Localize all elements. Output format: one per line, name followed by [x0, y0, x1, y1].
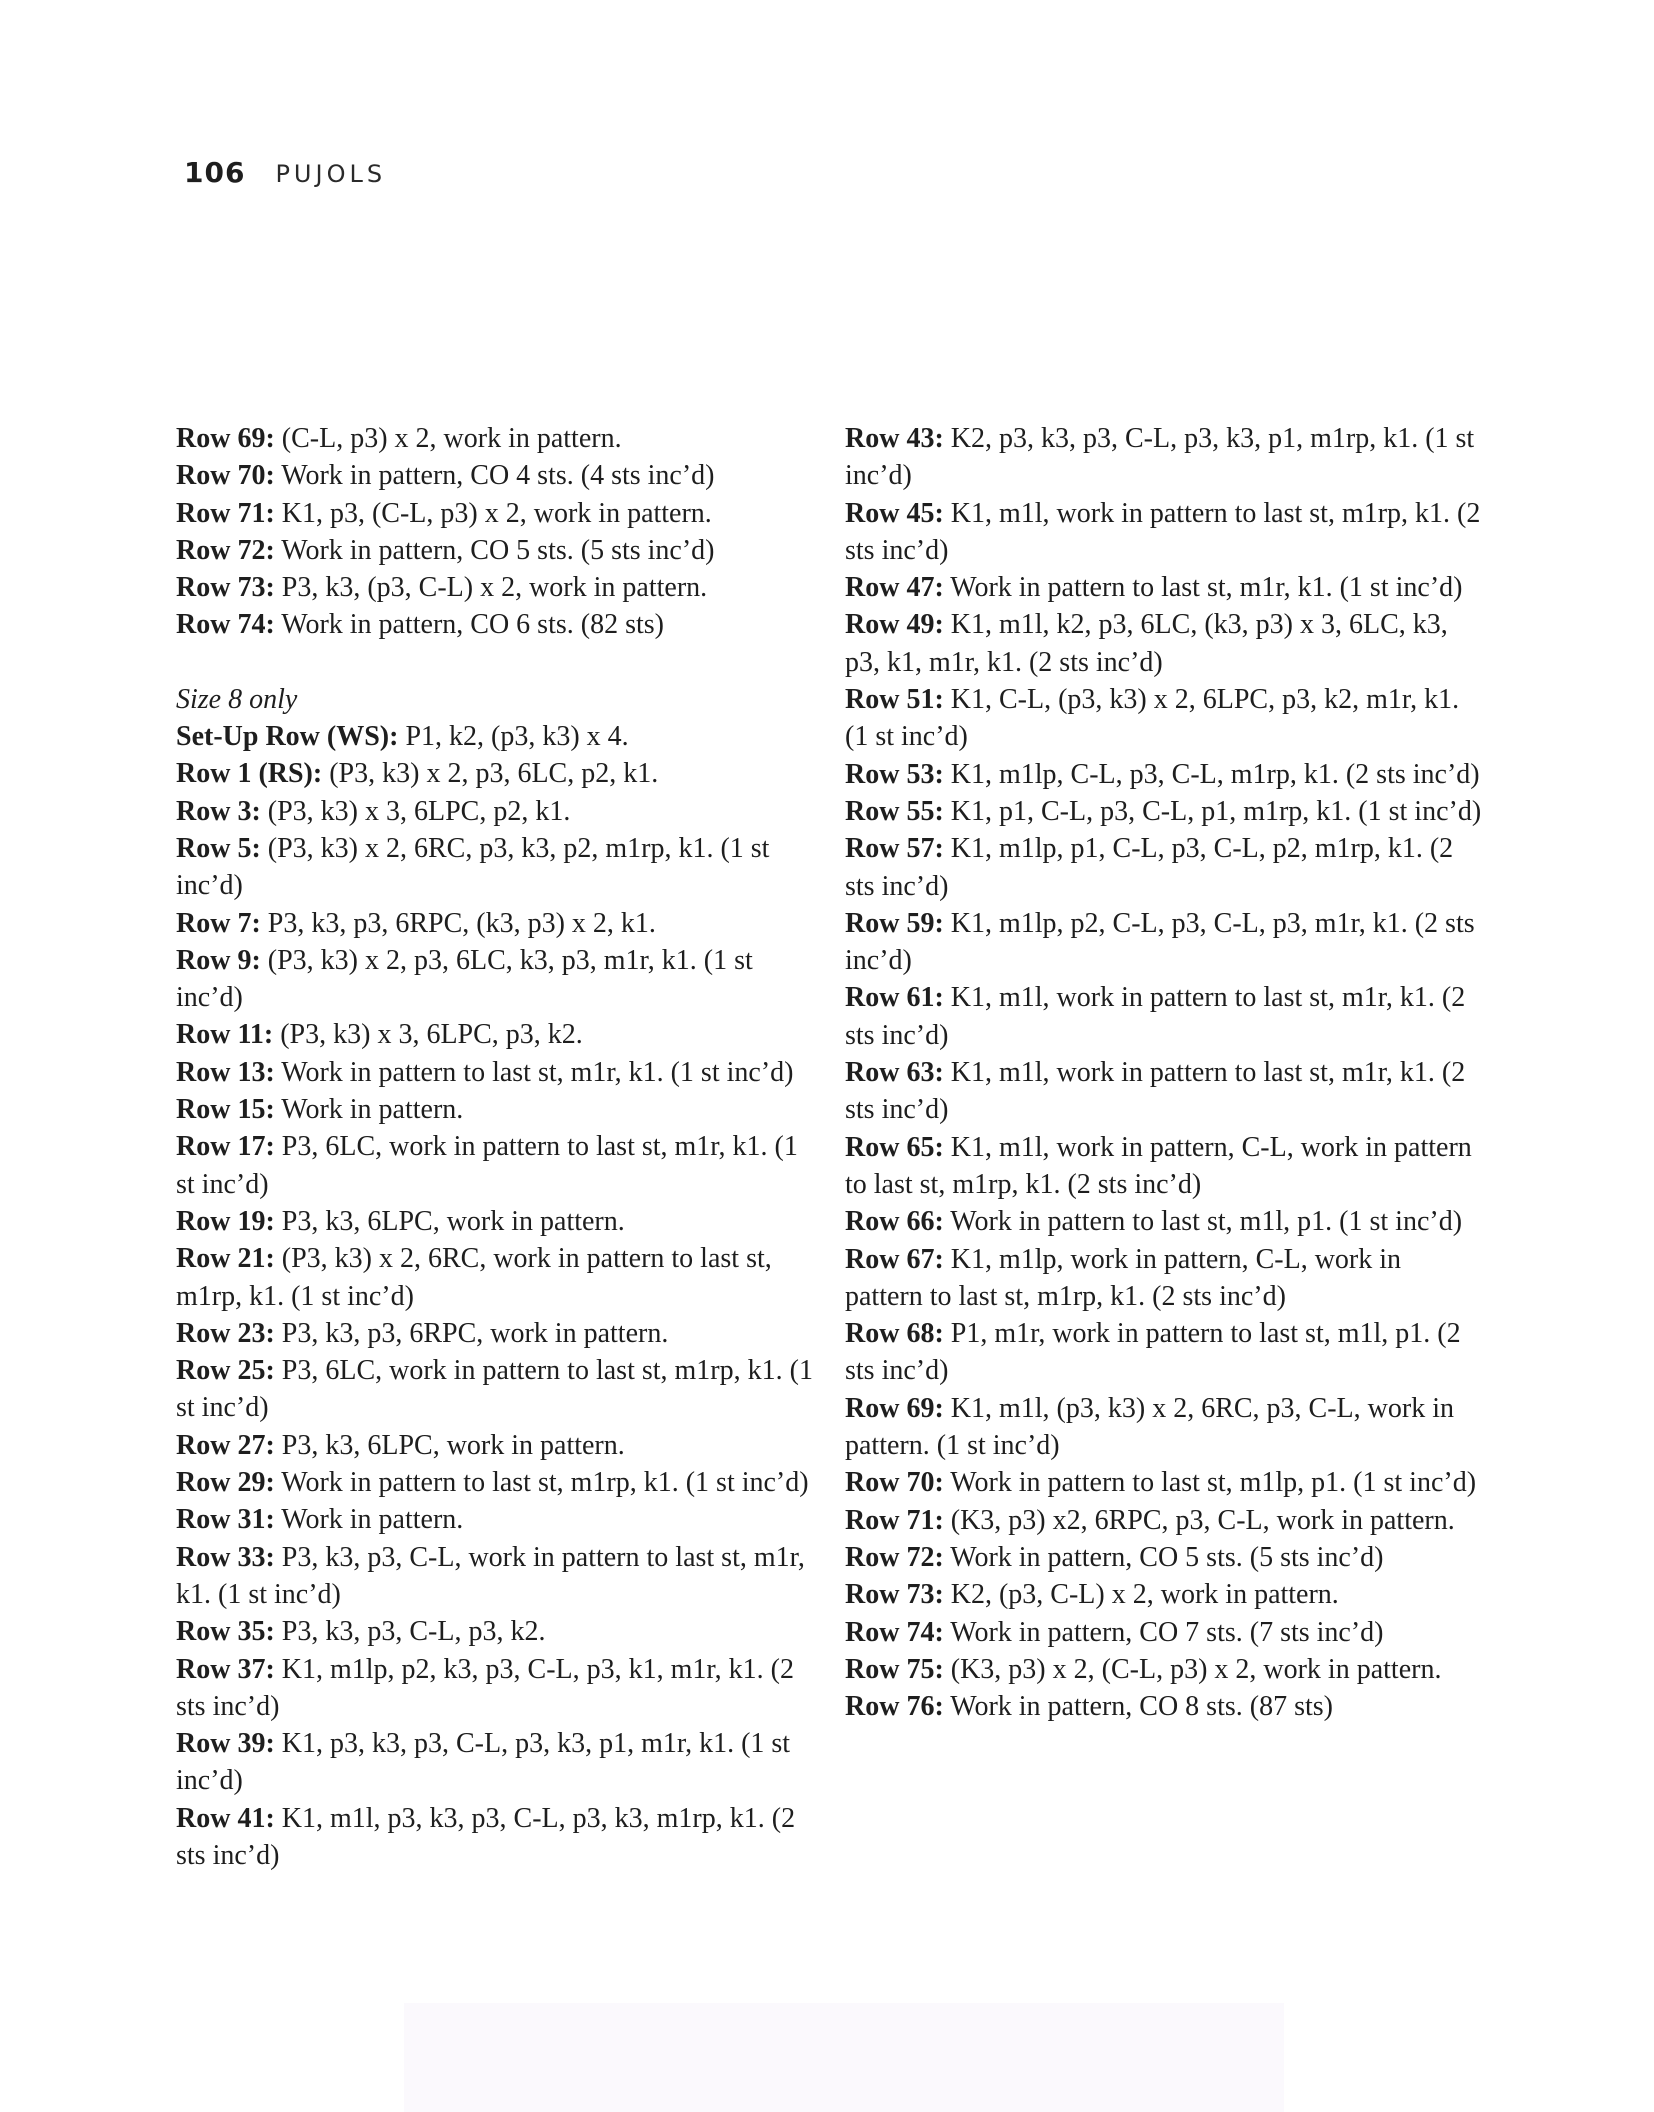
row-text: P3, k3, p3, 6RPC, (k3, p3) x 2, k1. — [260, 907, 656, 939]
row-label: Row 61: — [845, 982, 944, 1014]
instruction-row — [176, 532, 816, 569]
instruction-row — [845, 1688, 1485, 1725]
instruction-row — [845, 1315, 1485, 1390]
row-label: Row 63: — [845, 1057, 944, 1089]
instruction-row — [845, 830, 1485, 905]
row-label: Row 74: — [845, 1616, 944, 1648]
row-label: Row 70: — [845, 1467, 944, 1499]
row-text: K1, m1lp, p2, k3, p3, C-L, p3, k1, m1r, k1. (2 sts inc’d) — [176, 1653, 794, 1722]
instruction-row — [845, 1576, 1485, 1613]
instruction-row — [845, 681, 1485, 756]
instruction-row — [845, 1129, 1485, 1204]
instruction-row — [845, 979, 1485, 1054]
row-label: Row 59: — [845, 907, 944, 939]
row-text: Work in pattern to last st, m1l, p1. (1 st inc’d) — [943, 1206, 1463, 1238]
row-text: Work in pattern to last st, m1r, k1. (1 st inc’d) — [943, 572, 1463, 604]
instruction-row — [845, 569, 1485, 606]
instruction-row — [176, 718, 816, 755]
instruction-row — [845, 1502, 1485, 1539]
row-label: Row 73: — [845, 1579, 944, 1611]
row-label: Row 74: — [176, 609, 275, 641]
row-label: Row 23: — [176, 1317, 275, 1349]
row-text: (C-L, p3) x 2, work in pattern. — [274, 423, 622, 454]
row-text: Work in pattern. — [274, 1504, 464, 1536]
instruction-row — [845, 420, 1485, 495]
row-text: (P3, k3) x 2, 6RC, p3, k3, p2, m1rp, k1. (1 st inc’d) — [176, 832, 770, 902]
row-label: Row 57: — [845, 833, 944, 865]
row-label: Row 69: — [176, 423, 275, 454]
left-block-1 — [176, 420, 816, 644]
instruction-row — [176, 1203, 816, 1240]
instruction-row — [845, 1651, 1485, 1688]
row-text: P3, k3, 6LPC, work in pattern. — [274, 1205, 625, 1237]
row-label: Row 17: — [176, 1131, 275, 1163]
row-label: Row 15: — [176, 1094, 275, 1126]
row-label: Row 25: — [176, 1355, 275, 1387]
instruction-row — [845, 1241, 1485, 1316]
instruction-row — [176, 1427, 816, 1464]
instruction-row — [176, 830, 816, 905]
instruction-row — [176, 420, 816, 457]
instruction-row — [176, 1613, 816, 1650]
row-label: Row 29: — [176, 1467, 275, 1499]
row-label: Row 9: — [176, 944, 261, 976]
instruction-row — [176, 1128, 816, 1203]
row-label: Row 75: — [845, 1653, 944, 1685]
instruction-row — [176, 942, 816, 1017]
row-label: Row 35: — [176, 1616, 275, 1648]
row-text: (P3, k3) x 2, 6RC, work in pattern to last st, m1rp, k1. (1 st inc’d) — [176, 1243, 772, 1312]
footer-band — [404, 2003, 1284, 2112]
row-text: P3, k3, (p3, C-L) x 2, work in pattern. — [274, 572, 708, 604]
row-text: K1, m1l, p3, k3, p3, C-L, p3, k3, m1rp, k1. (2 sts inc’d) — [176, 1802, 796, 1871]
row-label: Row 43: — [845, 423, 944, 454]
instruction-row — [176, 1315, 816, 1352]
instruction-row — [176, 495, 816, 532]
right-column — [845, 420, 1485, 1725]
row-label: Row 39: — [176, 1728, 275, 1760]
row-text: Work in pattern, CO 5 sts. (5 sts inc’d) — [274, 534, 715, 566]
instruction-row — [176, 1091, 816, 1128]
instruction-row — [176, 569, 816, 606]
row-label: Row 76: — [845, 1691, 944, 1723]
instruction-row — [845, 606, 1485, 681]
row-text: (P3, k3) x 2, p3, 6LC, k3, p3, m1r, k1. (1 st inc’d) — [176, 944, 753, 1014]
row-text: K1, m1l, (p3, k3) x 2, 6RC, p3, C-L, work in pattern. (1 st inc’d) — [845, 1392, 1454, 1462]
row-label: Row 49: — [845, 609, 944, 641]
instruction-row — [176, 1800, 816, 1875]
row-text: Work in pattern, CO 7 sts. (7 sts inc’d) — [943, 1616, 1384, 1648]
row-label: Row 70: — [176, 460, 275, 492]
instruction-row — [176, 1501, 816, 1538]
row-label: Row 41: — [176, 1802, 275, 1834]
row-text: Work in pattern, CO 5 sts. (5 sts inc’d) — [943, 1541, 1384, 1573]
row-label: Row 53: — [845, 758, 944, 790]
row-label: Row 13: — [176, 1056, 275, 1088]
row-text: K1, m1lp, C-L, p3, C-L, m1rp, k1. (2 sts inc’d) — [943, 758, 1480, 790]
instruction-row — [176, 606, 816, 643]
instruction-row — [176, 1352, 816, 1427]
instruction-row — [176, 457, 816, 494]
instruction-row — [176, 1016, 816, 1053]
row-text: P3, k3, p3, C-L, p3, k2. — [274, 1616, 546, 1648]
row-text: K1, m1l, work in pattern to last st, m1r, k1. (2 sts inc’d) — [845, 1057, 1466, 1126]
section-gap — [176, 644, 816, 681]
left-column — [176, 420, 816, 1874]
row-label: Row 72: — [176, 534, 275, 566]
instruction-row — [176, 905, 816, 942]
row-text: K1, m1lp, p2, C-L, p3, C-L, p3, m1r, k1. (2 sts inc’d) — [845, 907, 1475, 977]
row-label: Row 21: — [176, 1243, 275, 1275]
row-label: Row 45: — [845, 497, 944, 529]
instruction-row — [845, 1203, 1485, 1240]
running-header — [184, 156, 386, 189]
row-label: Row 5: — [176, 832, 261, 864]
row-text: Work in pattern, CO 8 sts. (87 sts) — [943, 1691, 1333, 1723]
right-block — [845, 420, 1485, 1725]
instruction-row — [845, 1464, 1485, 1501]
row-text: K1, m1l, work in pattern, C-L, work in pattern to last st, m1rp, k1. (2 sts inc’d) — [845, 1131, 1472, 1200]
row-text: Work in pattern to last st, m1r, k1. (1 st inc’d) — [274, 1056, 794, 1088]
row-text: K1, p3, k3, p3, C-L, p3, k3, p1, m1r, k1. (1 st inc’d) — [176, 1728, 791, 1797]
row-text: K1, m1l, k2, p3, 6LC, (k3, p3) x 3, 6LC, k3, p3, k1, m1r, k1. (2 sts inc’d) — [845, 609, 1448, 678]
row-text: K1, p3, (C-L, p3) x 2, work in pattern. — [274, 497, 712, 529]
row-text: K1, m1l, work in pattern to last st, m1rp, k1. (2 sts inc’d) — [845, 497, 1481, 566]
instruction-row — [176, 755, 816, 792]
row-text: Work in pattern, CO 4 sts. (4 sts inc’d) — [274, 460, 715, 492]
page-number: 106 — [184, 156, 246, 189]
instruction-row — [176, 1054, 816, 1091]
row-text: (K3, p3) x2, 6RPC, p3, C-L, work in pattern. — [943, 1504, 1455, 1536]
row-text: K1, C-L, (p3, k3) x 2, 6LPC, p3, k2, m1r, k1. (1 st inc’d) — [845, 684, 1460, 753]
row-text: (P3, k3) x 3, 6LPC, p3, k2. — [273, 1019, 583, 1051]
row-text: P3, k3, 6LPC, work in pattern. — [274, 1429, 625, 1461]
row-text: K2, (p3, C-L) x 2, work in pattern. — [943, 1579, 1339, 1611]
row-label: Row 33: — [176, 1541, 275, 1573]
row-label: Row 3: — [176, 795, 261, 827]
row-label: Row 69: — [845, 1392, 944, 1424]
row-text: (K3, p3) x 2, (C-L, p3) x 2, work in pattern. — [943, 1653, 1442, 1685]
row-label: Row 65: — [845, 1131, 944, 1163]
row-text: K1, p1, C-L, p3, C-L, p1, m1rp, k1. (1 st inc’d) — [943, 795, 1482, 827]
row-label: Row 31: — [176, 1504, 275, 1536]
instruction-row — [176, 793, 816, 830]
row-label: Row 71: — [845, 1504, 944, 1536]
row-label: Row 11: — [176, 1019, 274, 1051]
row-label: Row 55: — [845, 795, 944, 827]
instruction-row — [845, 495, 1485, 570]
row-text: (P3, k3) x 2, p3, 6LC, p2, k1. — [322, 758, 659, 790]
row-label: Row 7: — [176, 907, 261, 939]
row-text: P3, k3, p3, C-L, work in pattern to last st, m1r, k1. (1 st inc’d) — [176, 1541, 805, 1610]
size-heading: Size 8 only — [176, 683, 298, 715]
row-text: K1, m1lp, work in pattern, C-L, work in pattern to last st, m1rp, k1. (2 sts inc’d) — [845, 1243, 1402, 1312]
row-text: K2, p3, k3, p3, C-L, p3, k3, p1, m1rp, k1. (1 st inc’d) — [845, 423, 1475, 492]
row-label: Row 68: — [845, 1318, 944, 1350]
instruction-row — [845, 756, 1485, 793]
row-label: Row 47: — [845, 572, 944, 604]
instruction-row — [845, 1539, 1485, 1576]
row-text: P3, 6LC, work in pattern to last st, m1rp, k1. (1 st inc’d) — [176, 1355, 813, 1424]
instruction-row — [845, 793, 1485, 830]
row-label: Row 67: — [845, 1243, 944, 1275]
row-label: Row 19: — [176, 1205, 275, 1237]
row-label: Row 51: — [845, 684, 944, 716]
row-text: Work in pattern to last st, m1rp, k1. (1 st inc’d) — [274, 1467, 809, 1499]
instruction-row — [845, 1390, 1485, 1465]
instruction-row — [176, 1464, 816, 1501]
row-label: Row 73: — [176, 572, 275, 604]
row-text: Work in pattern. — [274, 1094, 464, 1126]
instruction-row — [176, 1725, 816, 1800]
row-label: Row 27: — [176, 1429, 275, 1461]
instruction-row — [845, 1054, 1485, 1129]
row-text: Work in pattern, CO 6 sts. (82 sts) — [274, 609, 664, 641]
row-label: Row 72: — [845, 1541, 944, 1573]
row-text: P3, k3, p3, 6RPC, work in pattern. — [274, 1317, 669, 1349]
row-label: Set-Up Row (WS): — [176, 721, 399, 753]
row-text: Work in pattern to last st, m1lp, p1. (1 st inc’d) — [943, 1467, 1477, 1499]
row-label: Row 66: — [845, 1206, 944, 1238]
instruction-row — [176, 1651, 816, 1726]
row-label: Row 37: — [176, 1653, 275, 1685]
row-text: P1, m1r, work in pattern to last st, m1l, p1. (2 sts inc’d) — [845, 1318, 1461, 1387]
instruction-row — [845, 905, 1485, 980]
row-text: (P3, k3) x 3, 6LPC, p2, k1. — [260, 795, 571, 827]
row-text: K1, m1lp, p1, C-L, p3, C-L, p2, m1rp, k1. (2 sts inc’d) — [845, 833, 1454, 902]
row-label: Row 71: — [176, 497, 275, 529]
row-text: P1, k2, (p3, k3) x 4. — [398, 721, 629, 753]
row-label: Row 1 (RS): — [176, 758, 323, 790]
instruction-row — [176, 1240, 816, 1315]
row-text: P3, 6LC, work in pattern to last st, m1r, k1. (1 st inc’d) — [176, 1131, 798, 1200]
instruction-row — [176, 1539, 816, 1614]
left-block-2 — [176, 718, 816, 1874]
row-text: K1, m1l, work in pattern to last st, m1r, k1. (2 sts inc’d) — [845, 982, 1466, 1051]
instruction-row — [845, 1614, 1485, 1651]
book-title: PUJOLS — [275, 160, 387, 188]
